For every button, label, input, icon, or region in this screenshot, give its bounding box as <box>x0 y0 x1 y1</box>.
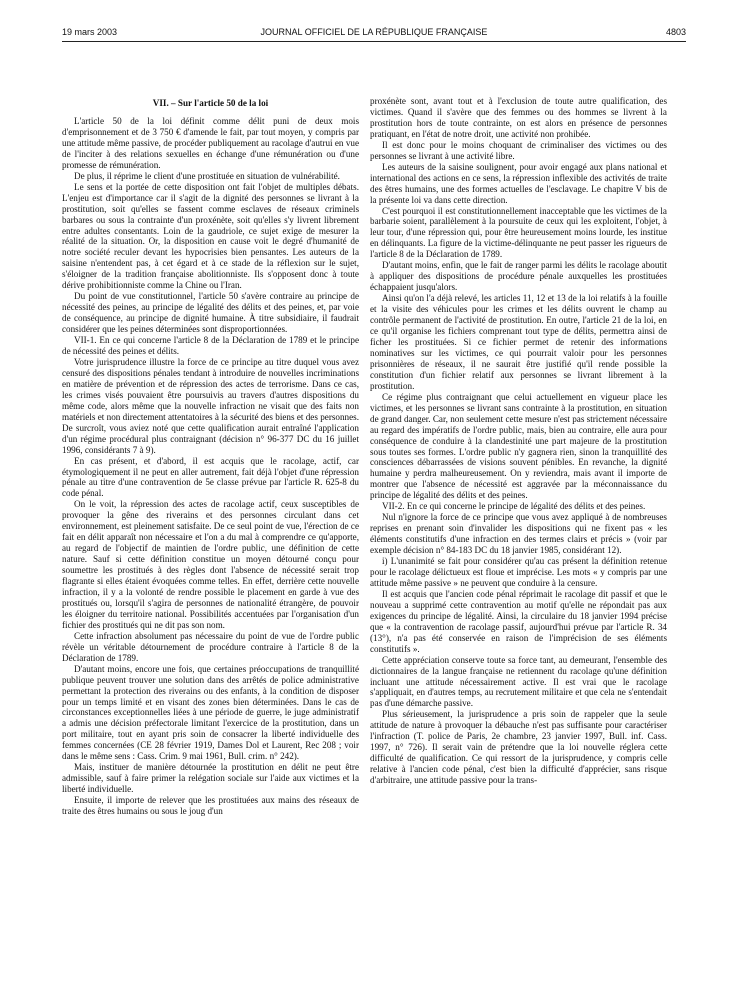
paragraph: VII-1. En ce qui concerne l'article 8 de la Déclaration de 1789 et le principe de nécessité des peines et délits. <box>62 335 359 357</box>
paragraph: Il est acquis que l'ancien code pénal réprimait le racolage dit passif et que le nouveau a supprimé cette contravention au motif qu'elle ne répondait pas aux exigences du principe de légalité. Ainsi, la circulaire du 18 janvier 1994 précise que « la contravention de racolage passif, aujourd'hui prévue par l'article R. 34 (13°), n'a pas été conservée en raison de l'imprécision de ses éléments constitutifs ». <box>370 588 667 654</box>
paragraph: En cas présent, et d'abord, il est acquis que le racolage, actif, car étymologiquement il ne peut en aller autrement, fait déjà l'objet d'une répression pénale au titre d'une contravention de 5e classe prévue par l'article R. 625-8 du code pénal. <box>62 455 359 499</box>
paragraph: Ce régime plus contraignant que celui actuellement en vigueur place les victimes, et les personnes se livrant sans contrainte à la prostitution, en situation de grand danger. Car, non seulement cette mesure n'est pas strictement nécessaire au regard des impératifs de l'ordre public, mais, bien au contraire, elle aura pour conséquence de conduire à la clandestinité une part majeure de la prostitution sous toutes ses formes. L'ordre public n'y gagnera rien, sinon la tranquillité des consciences débarrassées de visions souvent pénibles. En revanche, la dignité humaine y perdra malheureusement. On y reviendra, mais avant il importe de montrer que l'absence de nécessité est aggravée par la méconnaissance du principe de légalité des délits et des peines. <box>370 391 667 501</box>
paragraph: C'est pourquoi il est constitutionnellement inacceptable que les victimes de la barbarie soient, parallèlement à la poursuite de ceux qui les exploitent, l'objet, à leur tour, d'une répression qui, pour être heureusement moins lourde, les institue en délinquants. La figure de la victime-délinquante ne peut passer les rigueurs de l'article 8 de la Déclaration de 1789. <box>370 205 667 260</box>
paragraph: Cette appréciation conserve toute sa force tant, au demeurant, l'ensemble des dictionnaires de la langue française ne retiennent du racolage qu'une définition incluant une attitude nécessairement active. Il est vrai que le racolage s'appliquait, en d'autres temps, au recrutement militaire et que cela ne s'entendait pas d'une démarche passive. <box>370 654 667 709</box>
paragraph: Le sens et la portée de cette disposition ont fait l'objet de multiples débats. L'enjeu est d'importance car il s'agit de la dignité des personnes se livrant à la prostitution, soit qu'elles se fassent comme esclaves de réseaux criminels barbares ou sous la contrainte d'un proxénète, soit qu'elles s'y livrent librement entre adultes consentants. Loin de la gaudriole, ce sujet exige de mesurer la réalité de la situation. Or, la disposition en cause voit le degré d'humanité de notre société reculer devant les hypocrisies bien pensantes. Les auteurs de la saisine n'entendent pas, à cet égard et à ce stade de la réflexion sur le sujet, s'éloigner de la tradition française abolitionniste. Ils s'opposent donc à toute dérive prohibitionniste comme la Chine ou l'Iran. <box>62 181 359 291</box>
paragraph: D'autant moins, encore une fois, que certaines préoccupations de tranquillité publique peuvent trouver une solution dans des arrêtés de police administrative permettant la protection des riverains ou des enfants, à la condition de disposer pour un temps limité et en visant des zones bien déterminées. Dans le cas de circonstances exceptionnelles liées à une période de guerre, le juge administratif a admis une décision préfectorale limitant l'exercice de la prostitution, dans un port militaire, tout en ayant pris soin de consacrer la liberté individuelle des femmes concernées (CE 28 février 1919, Dames Dol et Laurent, Rec 208 ; voir dans le même sens : Cass. Crim. 9 mai 1961, Bull. crim. n° 242). <box>62 663 359 762</box>
header-rule <box>62 41 686 42</box>
paragraph: D'autant moins, enfin, que le fait de ranger parmi les délits le racolage aboutit à appliquer des dispositions de procédure pénale auxquelles les prostituées échappaient jusqu'alors. <box>370 260 667 293</box>
paragraph: On le voit, la répression des actes de racolage actif, ceux susceptibles de provoquer la gêne des riverains et des personnes circulant dans cet environnement, est pleinement satisfaite. De ce seul point de vue, l'érection de ce fait en délit apparaît non nécessaire et l'on a du mal à comprendre ce qu'apporte, au regard de l'objectif de maintien de l'ordre public, une définition de cette nature. Sauf si cette définition constitue un moyen détourné conçu pour soumettre les prostitués à des règles dont l'absence de nécessité serait trop flagrante si elles étaient évoquées comme telles. En effet, derrière cette nouvelle infraction, il y a la volonté de rendre possible le placement en garde à vue des prostitués ou, lorsqu'il s'agira de personnes de nationalité étrangère, de pouvoir les éloigner du territoire national. Possibilités accentuées par l'organisation d'un fichier des prostitués qui ne dit pas son nom. <box>62 499 359 630</box>
paragraph: Nul n'ignore la force de ce principe que vous avez appliqué à de nombreuses reprises en prenant soin d'invalider les dispositions qui ne fixent pas « les éléments constitutifs d'une infraction en des termes clairs et précis » (voir par exemple décision n° 84-183 DC du 18 janvier 1985, considérant 12). <box>370 512 667 556</box>
header-date: 19 mars 2003 <box>62 27 118 37</box>
paragraph: VII-2. En ce qui concerne le principe de légalité des délits et des peines. <box>382 501 646 512</box>
paragraph: Ensuite, il importe de relever que les prostituées aux mains des réseaux de traite des êtres humains ou sous le joug d'un <box>62 795 359 817</box>
paragraph: Il est donc pour le moins choquant de criminaliser des victimes ou des personnes se livrant à une activité libre. <box>370 139 667 161</box>
paragraph: De plus, il réprime le client d'une prostituée en situation de vulnérabilité. <box>74 170 340 181</box>
section-title: VII. – Sur l'article 50 de la loi <box>152 98 269 108</box>
paragraph: Du point de vue constitutionnel, l'article 50 s'avère contraire au principe de nécessité des peines, au principe de légalité des délits et des peines, et, par voie de conséquence, au principe de dignité humaine. À titre subsidiaire, il faudrait considérer que les peines déterminées sont disproportionnées. <box>62 291 359 335</box>
paragraph: L'article 50 de la loi définit comme délit puni de deux mois d'emprisonnement et de 3 750 € d'amende le fait, par tout moyen, y compris par une attitude même passive, de procéder publiquement au racolage d'autrui en vue de l'inciter à des relations sexuelles en échange d'une rémunération ou d'une promesse de rémunération. <box>62 116 359 170</box>
paragraph: Votre jurisprudence illustre la force de ce principe au titre duquel vous avez censuré des dispositions pénales tendant à introduire de nouvelles incriminations en matière de prévention et de répression des actes de terrorisme. Dans ce cas, les crimes visés pouvaient être poursuivis au travers d'autres dispositions du même code, alors même que la nouvelle infraction ne visait que des faits non matériels et non directement attentatoires à la sécurité des biens et des personnes. De surcroît, vous aviez noté que cette qualification aurait entraîné l'application d'un régime procédural plus contraignant (décision n° 96-377 DC du 16 juillet 1996, considérants 7 à 9). <box>62 356 359 455</box>
right-column <box>370 96 667 786</box>
left-column <box>62 116 359 817</box>
paragraph: Les auteurs de la saisine soulignent, pour avoir engagé aux plans national et international des actions en ce sens, la répression inflexible des activités de traite des êtres humains, une des formes actuelles de l'esclavage. Le chapitre V bis de la présente loi va dans cette direction. <box>370 161 667 205</box>
paragraph: Ainsi qu'on l'a déjà relevé, les articles 11, 12 et 13 de la loi relatifs à la fouille et la visite des véhicules pour les crimes et les délits ouvrent le champ au contrôle permanent de l'activité de prostitution. En outre, l'article 21 de la loi, en ce qu'il organise les fichiers comprenant tout type de délits, permettra ainsi de ficher les prostituées. Si ce fichier permet de retenir des informations nominatives sur les victimes, ce qui pourrait valoir pour les personnes prisonnières de réseaux, il ne saurait être justifié qu'il rende possible la constitution d'un fichier relatif aux personnes se livrant librement à la prostitution. <box>370 293 667 391</box>
paragraph: proxénète sont, avant tout et à l'exclusion de toute autre qualification, des victimes. Quand il s'avère que des femmes ou des hommes se livrent à la prostitution hors de toute contrainte, on est alors en présence de personnes pratiquant, en l'état de notre droit, une activité non prohibée. <box>370 96 667 139</box>
paragraph: i) L'unanimité se fait pour considérer qu'au cas présent la définition retenue pour le racolage délictueux est floue et imprécise. Les mots « y compris par une attitude même passive » ne peuvent que conduire à la censure. <box>370 556 667 588</box>
paragraph: Cette infraction absolument pas nécessaire du point de vue de l'ordre public révèle un véritable détournement de procédure contraire à l'article 8 de la Déclaration de 1789. <box>62 630 359 663</box>
header-title: JOURNAL OFFICIEL DE LA RÉPUBLIQUE FRANÇAISE <box>260 27 488 37</box>
page-header <box>62 27 686 41</box>
page-number: 4803 <box>665 27 686 37</box>
paragraph: Mais, instituer de manière détournée la prostitution en délit ne peut être admissible, sauf à faire primer la relégation sociale sur l'aide aux victimes et la liberté individuelle. <box>62 762 359 795</box>
paragraph: Plus sérieusement, la jurisprudence a pris soin de rappeler que la seule attitude de nature à provoquer la débauche n'est pas suffisante pour caractériser l'infraction (T. police de Paris, 2e chambre, 23 janvier 1997, Bull. inf. Cass. 1997, n° 726). Il serait vain de prétendre que la loi nouvelle réglera cette difficulté de qualification. Ce qui ressort de la jurisprudence, y compris celle relative à l'ancien code pénal, c'est bien la difficulté d'apprécier, sans risque d'arbitraire, une attitude passive pour la trans- <box>370 709 667 786</box>
